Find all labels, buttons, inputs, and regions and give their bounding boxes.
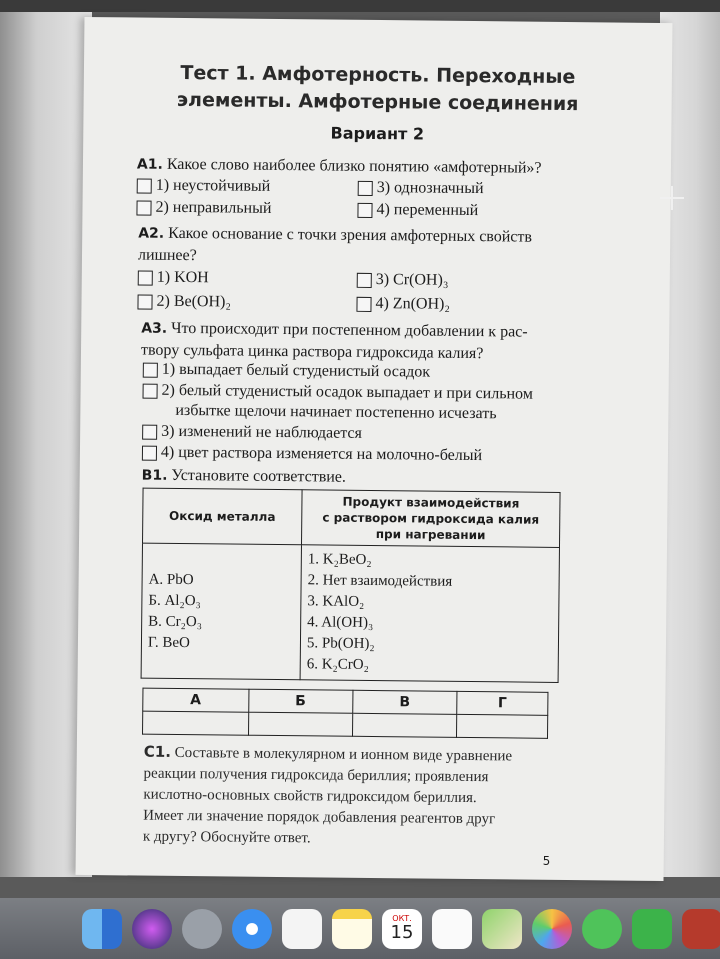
checkbox[interactable] — [137, 294, 152, 309]
question-text: Что происходит при постепенном добавлении к рас- — [171, 319, 528, 341]
calendar-month: ОКТ. — [392, 914, 412, 923]
checkbox[interactable] — [143, 362, 158, 377]
option-label: 4) Zn(OH)₂ — [375, 295, 451, 313]
option-label: 2) белый студенистый осадок выпадает и при сильном — [161, 381, 534, 403]
header-line: Продукт взаимодействия — [342, 494, 520, 511]
product-item: 2. Нет взаимодействия — [307, 572, 453, 590]
answer-cell[interactable] — [248, 712, 352, 736]
reminders-icon[interactable] — [432, 909, 472, 949]
question-b1 — [142, 465, 346, 489]
crosshair-cursor-icon — [660, 186, 684, 210]
checkbox[interactable] — [136, 200, 151, 215]
oxide-item: Б. Al₂O₃ — [148, 592, 201, 610]
checkbox[interactable] — [357, 272, 372, 287]
launchpad-icon[interactable] — [182, 909, 222, 949]
question-a3 — [141, 318, 581, 366]
question-text: Имеет ли значение порядок добавления реагентов друг — [143, 807, 496, 828]
matching-table — [141, 488, 561, 683]
checkbox[interactable] — [142, 424, 157, 439]
product-item: 1. K₂BeO₂ — [307, 551, 372, 568]
option-a1-3[interactable] — [358, 178, 484, 199]
messages-icon[interactable] — [582, 909, 622, 949]
option-label: 3) Cr(OH)₃ — [375, 271, 449, 289]
option-label: 2) Be(OH)₂ — [156, 292, 232, 311]
answer-cell[interactable] — [352, 713, 456, 737]
option-label: 4) переменный — [376, 201, 479, 220]
option-a2-4[interactable] — [356, 294, 450, 315]
facetime-icon[interactable] — [632, 909, 672, 949]
table-header-row — [143, 488, 561, 547]
answer-cell[interactable] — [457, 714, 548, 738]
checkbox[interactable] — [143, 383, 158, 398]
option-a2-2[interactable] — [137, 292, 231, 313]
title-line-1: Тест 1. Амфотерность. Переходные — [180, 61, 576, 89]
product-list — [300, 545, 559, 683]
calendar-icon[interactable] — [382, 909, 422, 949]
safari-icon[interactable] — [232, 909, 272, 949]
question-text: Установите соответствие. — [171, 466, 347, 486]
maps-icon[interactable] — [482, 909, 522, 949]
dock — [0, 898, 720, 959]
header-line: при нагревании — [375, 527, 486, 543]
question-number: В1. — [141, 467, 168, 484]
question-text: кислотно-основных свойств гидроксидом бериллия. — [143, 786, 477, 807]
option-label: 2) неправильный — [155, 198, 272, 217]
option-a2-1[interactable] — [138, 268, 209, 289]
answer-cell[interactable] — [143, 711, 249, 735]
question-text: Какое основание с точки зрения амфотерных свойств — [168, 224, 533, 246]
question-number: А1. — [136, 156, 163, 173]
question-text: лишнее? — [137, 246, 197, 265]
answer-table — [142, 688, 548, 739]
question-number: А2. — [138, 225, 165, 242]
option-label: 3) однозначный — [376, 179, 484, 198]
question-c1 — [143, 742, 564, 852]
mail-icon[interactable] — [282, 909, 322, 949]
checkbox[interactable] — [357, 202, 372, 217]
checkbox[interactable] — [358, 180, 373, 195]
option-a3-1[interactable] — [143, 360, 431, 383]
question-text: Какое слово наиболее близко понятию «амфотерный»? — [166, 155, 542, 177]
oxide-list — [141, 543, 301, 680]
option-a2-3[interactable] — [357, 270, 449, 291]
finder-icon[interactable] — [82, 909, 122, 949]
product-item: 3. KAlO₂ — [307, 593, 365, 610]
header-line: с раствором гидроксида калия — [322, 510, 540, 527]
title-line-2: элементы. Амфотерные соединения — [176, 88, 579, 116]
checkbox[interactable] — [138, 270, 153, 285]
checkbox[interactable] — [356, 296, 371, 311]
oxide-item: Г. BeO — [147, 634, 191, 652]
option-a1-2[interactable] — [136, 198, 271, 219]
checkbox[interactable] — [137, 178, 152, 193]
answer-header: Б — [248, 689, 352, 713]
screen-bezel — [0, 0, 720, 12]
option-a1-4[interactable] — [357, 200, 478, 221]
photos-icon[interactable] — [532, 909, 572, 949]
column-header-oxide: Оксид металла — [143, 488, 303, 545]
checkbox[interactable] — [142, 445, 157, 460]
option-a1-1[interactable] — [137, 176, 271, 197]
oxide-item: В. Cr₂O₃ — [148, 613, 203, 631]
option-a3-2-continued: избытке щелочи начинает постепенно исчезать — [175, 401, 497, 423]
question-number: С1. — [143, 742, 172, 761]
product-item: 4. Al(OH)₃ — [307, 614, 374, 632]
table-row — [141, 543, 559, 682]
answer-header: А — [143, 688, 249, 712]
product-item: 6. K₂CrO₂ — [306, 656, 369, 673]
question-text: к другу? Обоснуйте ответ. — [142, 828, 311, 847]
question-a2 — [138, 223, 578, 271]
product-item: 5. Pb(OH)₂ — [306, 635, 375, 653]
question-text: твору сульфата цинка раствора гидроксида калия? — [140, 341, 484, 363]
calendar-day: 15 — [390, 922, 414, 943]
column-header-product — [301, 490, 560, 548]
page-number: 5 — [542, 853, 551, 868]
option-label: 1) выпадает белый студенистый осадок — [161, 360, 431, 381]
answer-input-row — [143, 711, 548, 738]
question-text: Составьте в молекулярном и ионном виде уравнение — [174, 744, 513, 765]
photobooth-icon[interactable] — [682, 909, 720, 949]
answer-header: Г — [457, 691, 548, 715]
test-page — [76, 17, 673, 881]
question-text: реакции получения гидроксида бериллия; проявления — [143, 765, 489, 786]
variant-label: Вариант 2 — [330, 123, 425, 144]
oxide-item: А. PbO — [148, 571, 194, 589]
notes-icon[interactable] — [332, 909, 372, 949]
option-label: 3) изменений не наблюдается — [161, 422, 363, 442]
answer-header: В — [353, 690, 457, 714]
question-number: А3. — [141, 320, 168, 337]
page-title — [124, 59, 633, 118]
option-a3-3[interactable] — [142, 422, 362, 444]
siri-icon[interactable] — [132, 909, 172, 949]
option-label: 1) KOH — [156, 268, 209, 287]
option-a3-4[interactable] — [142, 443, 482, 467]
option-label: 1) неустойчивый — [155, 176, 271, 195]
option-label: 4) цвет раствора изменяется на молочно-белый — [160, 443, 483, 465]
